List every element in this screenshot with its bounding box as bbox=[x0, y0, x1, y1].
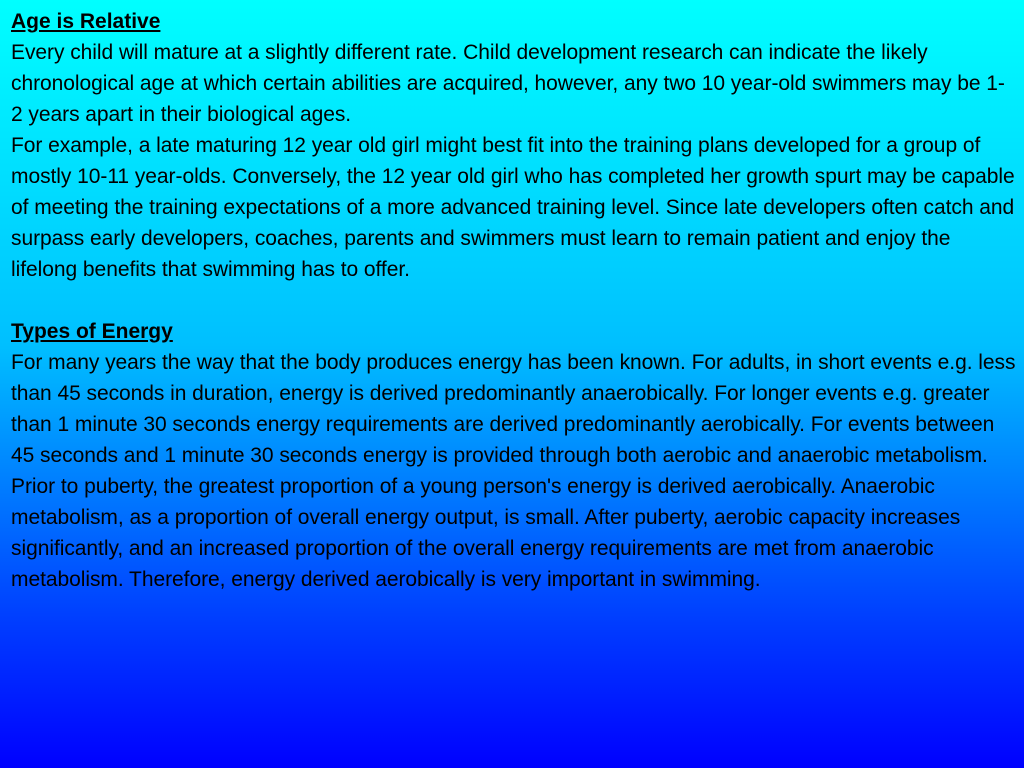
paragraph: Every child will mature at a slightly different rate. Child development research can indicate the likely chronological age at which certain abilities are acquired, however, any two 10 year-old swimmers may be 1-2 years apart in their biological ages. bbox=[11, 41, 1005, 126]
paragraph: For example, a late maturing 12 year old girl might best fit into the training plans developed for a group of mostly 10-11 year-olds. Conversely, the 12 year old girl who has completed her growth spurt may be capable of meeting the training expectations of a more advanced training level. Since late developers often catch and surpass early developers, coaches, parents and swimmers must learn to remain patient and enjoy the lifelong benefits that swimming has to offer. bbox=[11, 134, 1015, 281]
section-age-is-relative bbox=[11, 6, 1016, 285]
section-heading: Types of Energy bbox=[11, 320, 173, 343]
section-types-of-energy bbox=[11, 316, 1016, 595]
section-heading: Age is Relative bbox=[11, 10, 161, 33]
paragraph: For many years the way that the body produces energy has been known. For adults, in short events e.g. less than 45 seconds in duration, energy is derived predominantly anaerobically. For longer events e.g. greater than 1 minute 30 seconds energy requirements are derived predominantly aerobically. For events between 45 seconds and 1 minute 30 seconds energy is provided through both aerobic and anaerobic metabolism. Prior to puberty, the greatest proportion of a young person's energy is derived aerobically. Anaerobic metabolism, as a proportion of overall energy output, is small. After puberty, aerobic capacity increases significantly, and an increased proportion of the overall energy requirements are met from anaerobic metabolism. Therefore, energy derived aerobically is very important in swimming. bbox=[11, 351, 1016, 591]
